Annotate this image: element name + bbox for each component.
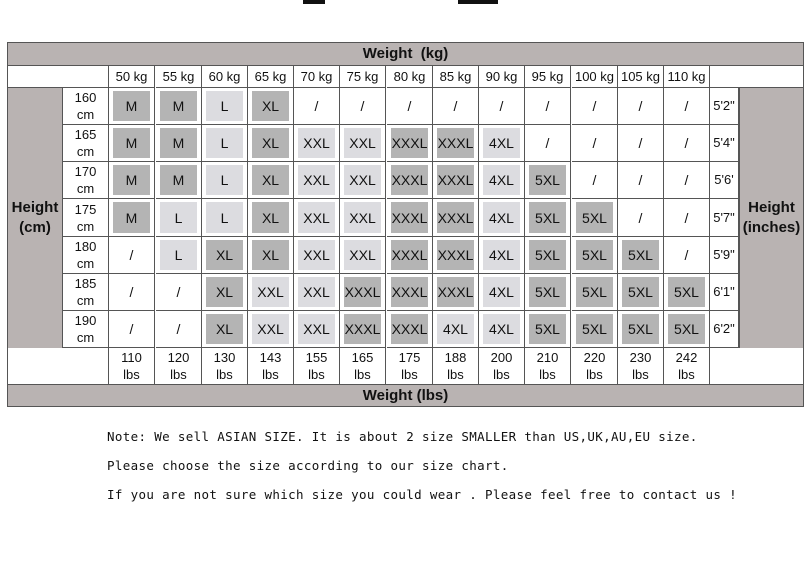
size-value: 4XL [437, 314, 474, 344]
size-cell [664, 237, 710, 274]
height-cm-cell: 160 cm [63, 88, 109, 125]
size-value: M [160, 165, 197, 195]
size-cell [479, 88, 525, 125]
size-value: / [360, 98, 365, 114]
size-cell [387, 88, 433, 125]
size-cell [618, 125, 664, 162]
size-cell [156, 88, 202, 125]
size-value: XXXL [391, 314, 428, 344]
size-value: / [545, 98, 550, 114]
lbs-label: 130 lbs [202, 348, 248, 384]
kg-label: 110 kg [664, 66, 710, 88]
size-value: 5XL [529, 240, 566, 270]
size-value: / [129, 247, 134, 263]
size-value: / [176, 284, 181, 300]
size-value: XXL [298, 314, 335, 344]
size-value: XL [252, 165, 289, 195]
size-value: / [407, 98, 412, 114]
size-cell [572, 274, 618, 311]
size-value: XXXL [391, 165, 428, 195]
lbs-label: 210 lbs [525, 348, 571, 384]
size-cell [618, 199, 664, 237]
note-choose-size: Please choose the size according to our size chart. [107, 458, 509, 473]
size-value: L [206, 202, 243, 233]
size-cell [479, 274, 525, 311]
size-value: / [314, 98, 319, 114]
size-value: / [176, 321, 181, 337]
size-cell [525, 237, 571, 274]
size-value: 5XL [668, 314, 705, 344]
size-cell [664, 274, 710, 311]
size-cell [109, 199, 155, 237]
size-value: L [160, 240, 197, 270]
size-cell [387, 125, 433, 162]
size-cell [525, 311, 571, 348]
size-value: 5XL [622, 314, 659, 344]
size-cell [340, 125, 386, 162]
size-cell [294, 88, 340, 125]
size-value: 4XL [483, 165, 520, 195]
height-cm-label: Height (cm) [8, 88, 63, 348]
size-value: / [129, 284, 134, 300]
size-value: XXXL [437, 128, 474, 158]
kg-label: 90 kg [479, 66, 525, 88]
size-cell [294, 311, 340, 348]
size-cell [618, 88, 664, 125]
size-cell [387, 274, 433, 311]
size-cell [479, 162, 525, 199]
size-value: XXXL [391, 277, 428, 307]
cropped-title-fragment [458, 0, 498, 4]
size-cell [202, 237, 248, 274]
size-value: XL [252, 240, 289, 270]
size-cell [525, 125, 571, 162]
size-value: 4XL [483, 314, 520, 344]
size-cell [248, 88, 294, 125]
size-value: XL [206, 277, 243, 307]
size-cell [202, 199, 248, 237]
size-value: XL [206, 240, 243, 270]
size-cell [294, 162, 340, 199]
kg-header-blank [8, 66, 109, 88]
size-cell [479, 199, 525, 237]
size-value: 5XL [622, 240, 659, 270]
size-cell [340, 311, 386, 348]
size-value: / [684, 172, 689, 188]
size-value: / [129, 321, 134, 337]
lbs-label: 165 lbs [340, 348, 386, 384]
size-value: XXXL [391, 202, 428, 233]
size-cell [572, 162, 618, 199]
size-cell [156, 311, 202, 348]
size-value: / [592, 172, 597, 188]
size-value: / [545, 135, 550, 151]
lbs-label: 220 lbs [572, 348, 618, 384]
size-value: M [160, 91, 197, 121]
size-cell [433, 311, 479, 348]
size-value: / [592, 135, 597, 151]
size-cell [433, 162, 479, 199]
size-cell [294, 274, 340, 311]
size-value: / [684, 98, 689, 114]
size-cell [664, 162, 710, 199]
size-value: 5XL [576, 314, 613, 344]
height-inch-cell: 5'2" [710, 88, 739, 125]
size-cell [618, 274, 664, 311]
weight-kg-header: Weight (kg) [8, 43, 803, 66]
size-value: XXXL [437, 277, 474, 307]
size-value: XXXL [437, 165, 474, 195]
size-cell [202, 274, 248, 311]
size-value: / [453, 98, 458, 114]
size-value: / [638, 209, 643, 226]
size-cell [618, 237, 664, 274]
size-cell [156, 125, 202, 162]
size-cell [572, 125, 618, 162]
size-value: / [638, 98, 643, 114]
size-value: 5XL [529, 314, 566, 344]
lbs-label: 242 lbs [664, 348, 710, 384]
kg-label: 105 kg [618, 66, 664, 88]
size-cell [664, 199, 710, 237]
size-cell [572, 88, 618, 125]
kg-label: 50 kg [109, 66, 155, 88]
kg-label: 60 kg [202, 66, 248, 88]
height-cm-cell: 175 cm [63, 199, 109, 237]
size-cell [109, 237, 155, 274]
size-value: L [206, 165, 243, 195]
kg-label: 85 kg [433, 66, 479, 88]
size-cell [387, 199, 433, 237]
size-cell [294, 237, 340, 274]
size-cell [525, 162, 571, 199]
size-cell [248, 162, 294, 199]
size-cell [109, 125, 155, 162]
height-inch-cell: 5'7" [710, 199, 739, 237]
lbs-label: 175 lbs [387, 348, 433, 384]
size-cell [340, 88, 386, 125]
size-value: / [684, 247, 689, 263]
size-cell [479, 311, 525, 348]
size-value: XXXL [344, 277, 381, 307]
kg-label: 80 kg [387, 66, 433, 88]
size-value: 5XL [576, 202, 613, 233]
height-inch-cell: 5'4" [710, 125, 739, 162]
height-inch-cell: 5'6' [710, 162, 739, 199]
size-cell [572, 311, 618, 348]
kg-header-blank-right [710, 66, 803, 88]
size-cell [340, 237, 386, 274]
size-cell [664, 125, 710, 162]
size-value: / [684, 209, 689, 226]
size-cell [618, 311, 664, 348]
size-value: XXL [298, 240, 335, 270]
size-value: L [206, 128, 243, 158]
size-value: / [592, 98, 597, 114]
size-cell [433, 88, 479, 125]
height-inches-label: Height (inches) [739, 88, 803, 348]
size-value: XXXL [344, 314, 381, 344]
size-cell [664, 88, 710, 125]
size-value: 5XL [529, 277, 566, 307]
height-cm-cell: 190 cm [63, 311, 109, 348]
note-asian-size: Note: We sell ASIAN SIZE. It is about 2 size SMALLER than US,UK,AU,EU size. [107, 429, 698, 444]
size-cell [109, 162, 155, 199]
size-cell [248, 125, 294, 162]
lbs-label: 188 lbs [433, 348, 479, 384]
size-cell [387, 311, 433, 348]
size-cell [572, 237, 618, 274]
size-value: 4XL [483, 202, 520, 233]
size-value: XXXL [437, 202, 474, 233]
size-value: XXXL [391, 128, 428, 158]
kg-label: 75 kg [340, 66, 386, 88]
size-value: L [206, 91, 243, 121]
size-cell [479, 237, 525, 274]
lbs-label: 110 lbs [109, 348, 155, 384]
size-value: M [113, 128, 150, 158]
size-cell [248, 199, 294, 237]
size-cell [387, 162, 433, 199]
size-value: XXL [344, 202, 381, 233]
note-contact-us: If you are not sure which size you could wear . Please feel free to contact us ! [107, 487, 738, 502]
height-cm-cell: 185 cm [63, 274, 109, 311]
size-cell [433, 125, 479, 162]
kg-label: 65 kg [248, 66, 294, 88]
size-cell [202, 88, 248, 125]
size-value: XXL [344, 165, 381, 195]
lbs-label: 120 lbs [156, 348, 202, 384]
size-value: 5XL [529, 202, 566, 233]
size-cell [340, 199, 386, 237]
size-cell [387, 237, 433, 274]
size-value: XXL [252, 314, 289, 344]
lbs-label: 143 lbs [248, 348, 294, 384]
size-value: M [113, 165, 150, 195]
size-cell [248, 237, 294, 274]
size-cell [156, 162, 202, 199]
size-cell [294, 125, 340, 162]
size-cell [525, 199, 571, 237]
size-value: XXL [298, 202, 335, 233]
height-cm-cell: 170 cm [63, 162, 109, 199]
size-cell [572, 199, 618, 237]
size-cell [433, 274, 479, 311]
size-value: XXXL [391, 240, 428, 270]
size-cell [202, 125, 248, 162]
lbs-header-blank-right [710, 348, 803, 384]
lbs-label: 230 lbs [618, 348, 664, 384]
size-value: 5XL [668, 277, 705, 307]
size-table [7, 42, 804, 407]
size-value: M [113, 202, 150, 233]
size-value: M [160, 128, 197, 158]
lbs-label: 200 lbs [479, 348, 525, 384]
size-cell [109, 311, 155, 348]
size-cell [433, 237, 479, 274]
size-cell [664, 311, 710, 348]
size-cell [248, 274, 294, 311]
kg-label: 95 kg [525, 66, 571, 88]
size-value: 5XL [576, 240, 613, 270]
size-value: XXL [298, 165, 335, 195]
size-value: 4XL [483, 277, 520, 307]
size-value: / [499, 98, 504, 114]
size-value: / [638, 172, 643, 188]
size-cell [294, 199, 340, 237]
size-cell [433, 199, 479, 237]
cropped-title-fragment [303, 0, 325, 4]
size-value: 4XL [483, 240, 520, 270]
size-value: / [684, 135, 689, 151]
size-value: XXL [344, 240, 381, 270]
size-value: 5XL [622, 277, 659, 307]
size-cell [525, 88, 571, 125]
size-cell [340, 162, 386, 199]
size-cell [109, 274, 155, 311]
size-value: XXL [298, 277, 335, 307]
size-cell [618, 162, 664, 199]
size-value: 4XL [483, 128, 520, 158]
size-value: 5XL [529, 165, 566, 195]
size-cell [156, 199, 202, 237]
size-value: 5XL [576, 277, 613, 307]
height-cm-cell: 165 cm [63, 125, 109, 162]
size-value: XL [252, 202, 289, 233]
lbs-label: 155 lbs [294, 348, 340, 384]
size-cell [202, 162, 248, 199]
size-cell [340, 274, 386, 311]
size-value: XL [206, 314, 243, 344]
size-cell [109, 88, 155, 125]
size-value: M [113, 91, 150, 121]
size-value: / [638, 135, 643, 151]
size-cell [525, 274, 571, 311]
weight-lbs-header: Weight (lbs) [8, 384, 803, 406]
kg-label: 100 kg [572, 66, 618, 88]
size-cell [248, 311, 294, 348]
size-value: XXL [344, 128, 381, 158]
height-inch-cell: 5'9" [710, 237, 739, 274]
size-value: XXL [298, 128, 335, 158]
size-value: L [160, 202, 197, 233]
height-cm-cell: 180 cm [63, 237, 109, 274]
size-cell [202, 311, 248, 348]
height-inch-cell: 6'2" [710, 311, 739, 348]
height-inch-cell: 6'1" [710, 274, 739, 311]
size-cell [156, 237, 202, 274]
size-value: XL [252, 91, 289, 121]
size-cell [479, 125, 525, 162]
size-value: XXXL [437, 240, 474, 270]
size-cell [156, 274, 202, 311]
size-value: XXL [252, 277, 289, 307]
lbs-header-blank [8, 348, 109, 384]
kg-label: 55 kg [156, 66, 202, 88]
size-value: XL [252, 128, 289, 158]
kg-label: 70 kg [294, 66, 340, 88]
